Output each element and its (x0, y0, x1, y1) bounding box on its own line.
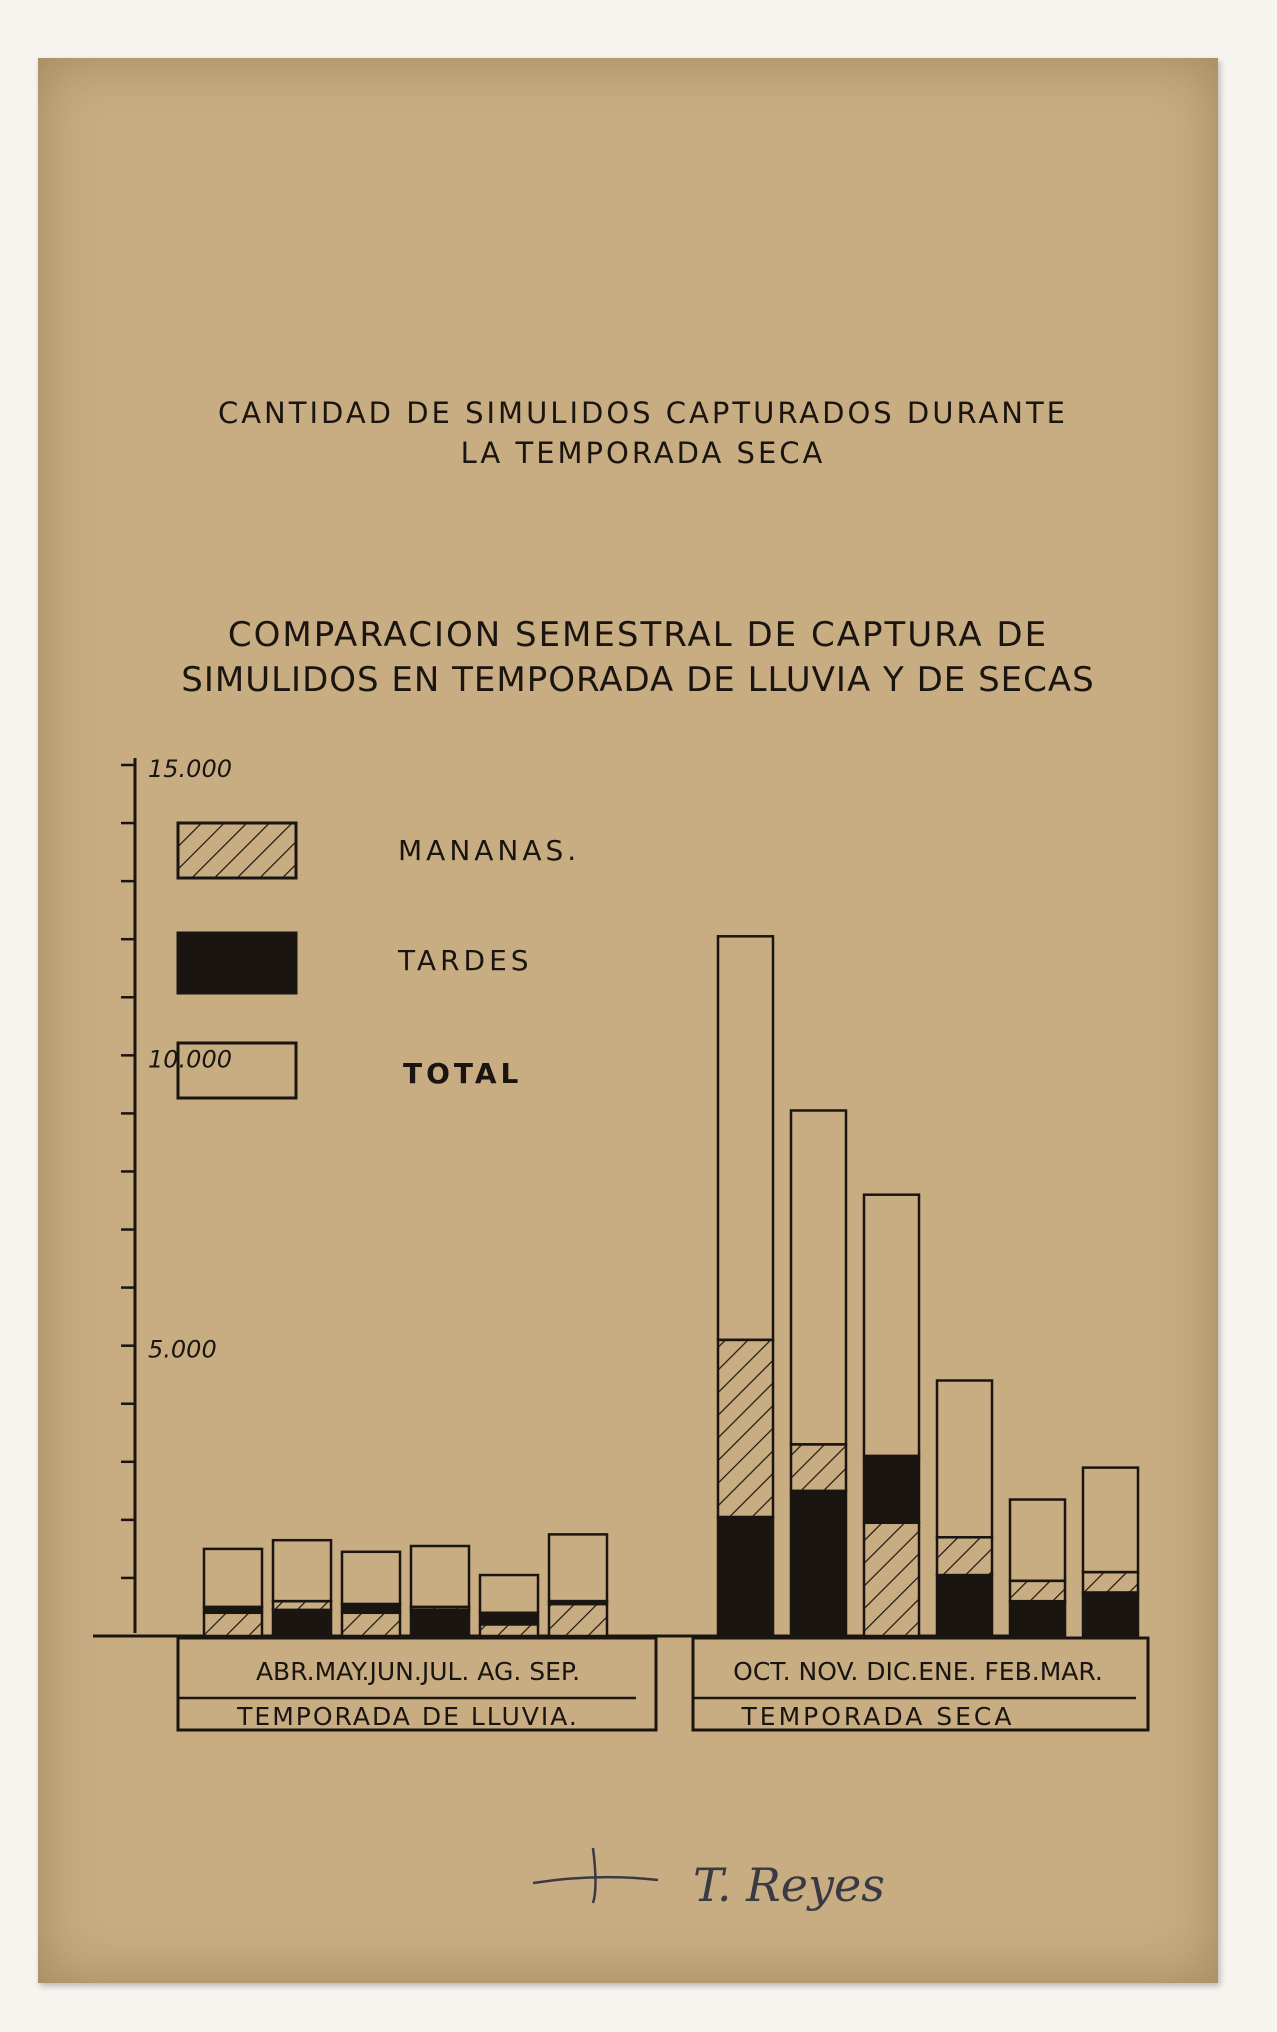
bar-ag-mananas (480, 1624, 538, 1636)
bar-nov-total (791, 1110, 846, 1444)
bar-nov-tardes (791, 1491, 846, 1636)
bar-nov-mananas (791, 1444, 846, 1490)
bar-ene-mananas (937, 1537, 992, 1575)
bar-feb-total (1010, 1500, 1065, 1581)
rain-season-label: TEMPORADA DE LLUVIA. (237, 1702, 579, 1731)
bar-abr-total (204, 1549, 262, 1607)
bar-may-mananas (273, 1601, 331, 1610)
chart-title-line-1: COMPARACION SEMESTRAL DE CAPTURA DE (227, 615, 1049, 655)
bar-oct-total (718, 936, 773, 1340)
paper-sheet (38, 58, 1218, 1983)
chart (38, 58, 1218, 1983)
legend-label-total: TOTAL (403, 1057, 523, 1090)
bar-dic-mananas (864, 1523, 919, 1636)
legend (178, 823, 580, 1098)
bar-ene-tardes (937, 1575, 992, 1636)
signature-text: T. Reyes (693, 1858, 885, 1912)
bar-jul-tardes (411, 1610, 469, 1636)
bar-mar-tardes (1083, 1592, 1138, 1636)
bar-sep-mananas (549, 1604, 607, 1636)
bar-jun-mananas (342, 1613, 400, 1636)
bars (204, 936, 1138, 1636)
bar-dic-total (864, 1195, 919, 1456)
header-line-2: LA TEMPORADA SECA (460, 436, 826, 470)
bar-sep-total (549, 1534, 607, 1601)
bar-may-total (273, 1540, 331, 1601)
legend-swatch-mananas (178, 823, 296, 878)
bar-feb-mananas (1010, 1581, 1065, 1601)
legend-label-tardes: TARDES (398, 944, 533, 977)
dry-season-months: OCT. NOV. DIC.ENE. FEB.MAR. (733, 1657, 1103, 1686)
y-tick-label: 15.000 (148, 755, 232, 783)
bar-oct-tardes (718, 1517, 773, 1636)
header-line-1: CANTIDAD DE SIMULIDOS CAPTURADOS DURANTE (217, 396, 1069, 430)
y-tick-label: 10.000 (148, 1045, 232, 1074)
bar-ene-total (937, 1381, 992, 1538)
chart-title-line-2: SIMULIDOS EN TEMPORADA DE LLUVIA Y DE SECAS (181, 660, 1095, 700)
bar-feb-tardes (1010, 1601, 1065, 1636)
bar-mar-mananas (1083, 1572, 1138, 1592)
bar-abr-mananas (204, 1613, 262, 1636)
dry-season-label: TEMPORADA SECA (741, 1702, 1015, 1731)
y-minor-ticks (121, 765, 135, 1578)
bar-ag-total (480, 1575, 538, 1613)
rain-season-months: ABR.MAY.JUN.JUL. AG. SEP. (255, 1657, 581, 1686)
bar-jul-total (411, 1546, 469, 1607)
bar-jun-total (342, 1552, 400, 1604)
bar-dic-tardes (864, 1456, 919, 1523)
signature (533, 1848, 885, 1912)
bar-jun-tardes (342, 1604, 400, 1613)
legend-swatch-tardes (178, 933, 296, 993)
bar-may-tardes (273, 1610, 331, 1636)
bar-ag-tardes (480, 1613, 538, 1625)
bar-mar-total (1083, 1468, 1138, 1573)
bar-oct-mananas (718, 1340, 773, 1517)
legend-label-mananas: MANANAS. (398, 834, 581, 867)
y-tick-label: 5.000 (148, 1335, 217, 1364)
